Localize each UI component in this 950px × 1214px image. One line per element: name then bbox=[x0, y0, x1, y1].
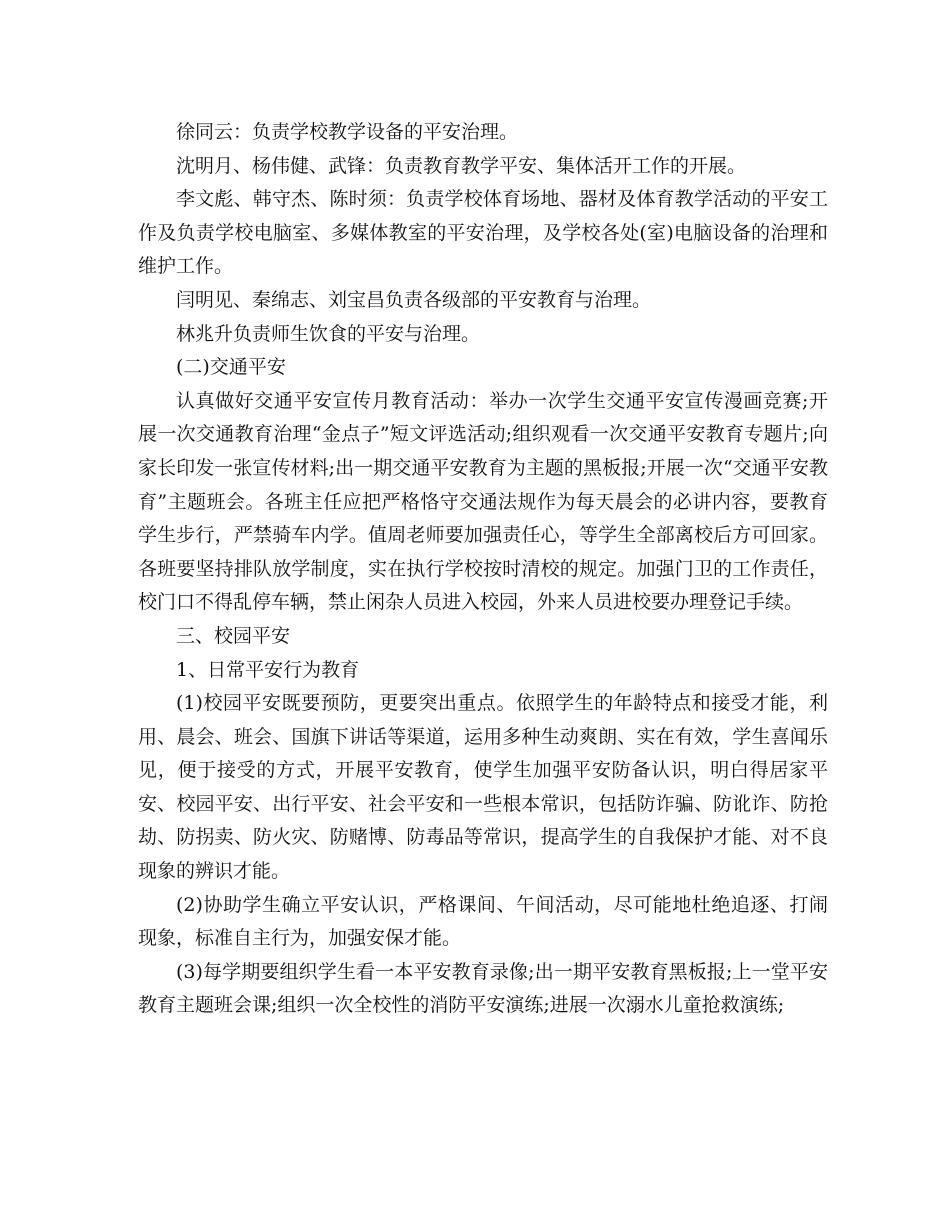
subsection-heading-daily-behavior: 1、日常平安行为教育 bbox=[176, 658, 360, 681]
paragraph-campus-prevention: (1)校园平安既要预防，更要突出重点。依照学生的年龄特点和接受才能，利用、晨会、班会、国旗下讲话等渠道，运用多种生动爽朗、实在有效，学生喜闻乐见，便于接受的方式，开展平安教育，使学生加强平安防备认识，明白得居家平安、校园平安、出行平安、社会平安和一些根本常识，包括防诈骗、防讹诈、防抢劫、防拐卖、防火灾、防赌博、防毒品等常识，提高学生的自我保护才能、对不良现象的辨识才能。 bbox=[138, 692, 828, 883]
paragraph-semester-activities: (3)每学期要组织学生看一本平安教育录像;出一期平安教育黑板报;上一堂平安教育主题班会课;组织一次全校性的消防平安演练;进展一次溺水儿童抢救演练; bbox=[138, 960, 828, 1017]
paragraph-sports-computer-safety: 李文彪、韩守杰、陈时须：负责学校体育场地、器材及体育教学活动的平安工作及负责学校电脑室、多媒体教室的平安治理，及学校各处(室)电脑设备的治理和维护工作。 bbox=[138, 188, 828, 278]
section-heading-traffic-safety: (二)交通平安 bbox=[176, 356, 286, 379]
paragraph-equipment-safety: 徐同云：负责学校教学设备的平安治理。 bbox=[176, 121, 519, 143]
paragraph-grade-safety: 闫明见、秦绵志、刘宝昌负责各级部的平安教育与治理。 bbox=[176, 288, 652, 311]
section-heading-campus-safety: 三、校园平安 bbox=[176, 624, 291, 647]
paragraph-teaching-safety: 沈明月、杨伟健、武锋：负责教育教学平安、集体活开工作的开展。 bbox=[176, 154, 747, 177]
paragraph-traffic-education: 认真做好交通平安宣传月教育活动：举办一次学生交通平安宣传漫画竞赛;开展一次交通教育治理“金点子”短文评选活动;组织观看一次交通平安教育专题片;向家长印发一张宣传材料;出一期交通平安教育为主题的黑板报;开展一次“交通平安教育”主题班会。各班主任应把严格恪守交通法规作为每天晨会的必讲内容，要教育学生步行，严禁骑车内学。值周老师要加强责任心，等学生全部离校后方可回家。各班要坚持排队放学制度，实在执行学校按时清校的规定。加强门卫的工作责任，校门口不得乱停车辆，禁止闲杂人员进入校园，外来人员进校要办理登记手续。 bbox=[138, 389, 828, 614]
paragraph-food-safety: 林兆升负责师生饮食的平安与治理。 bbox=[176, 322, 481, 345]
paragraph-safety-awareness: (2)协助学生确立平安认识，严格课间、午间活动，尽可能地杜绝追逐、打闹现象，标准自主行为，加强安保才能。 bbox=[138, 893, 828, 950]
document-body bbox=[138, 116, 828, 1023]
